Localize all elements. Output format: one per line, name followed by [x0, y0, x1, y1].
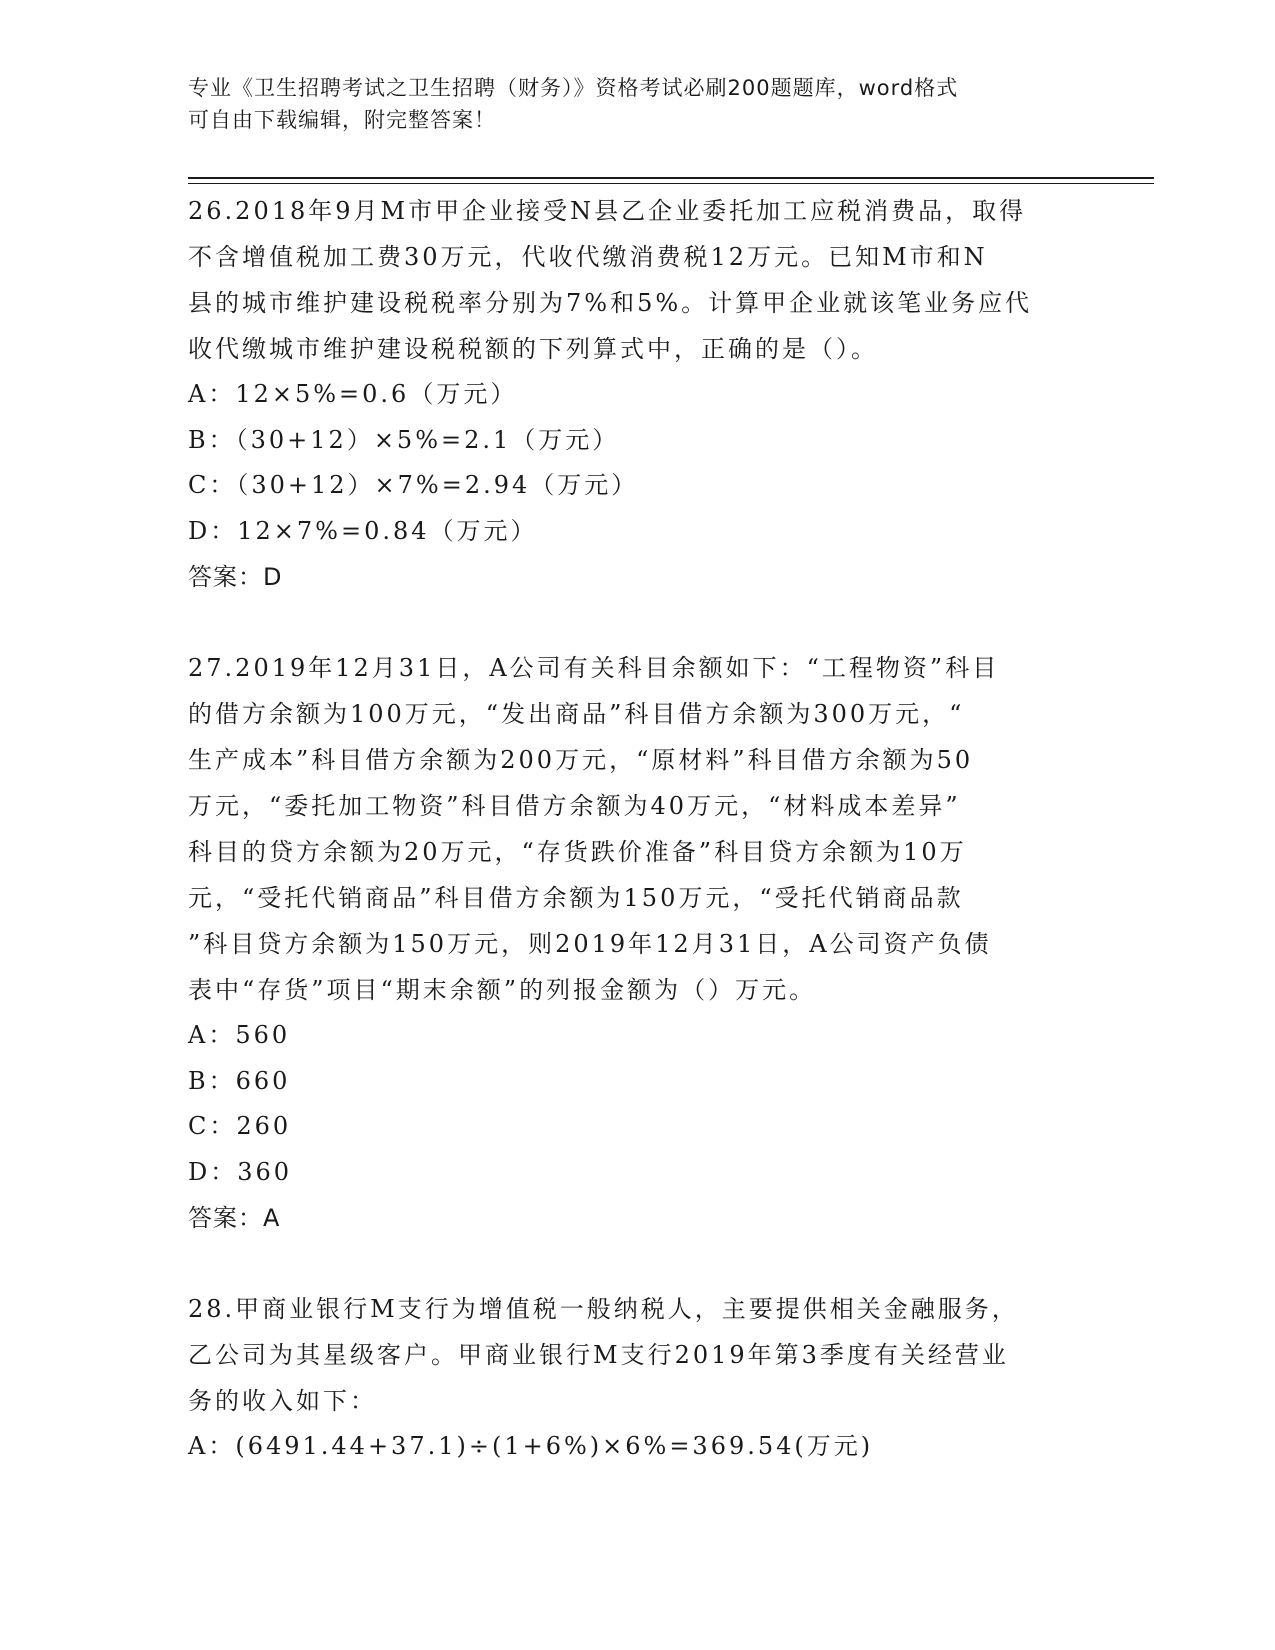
question-list: [188, 188, 1088, 1470]
question-27: [188, 645, 1088, 1241]
question-stem-line: 28.甲商业银行M支行为增值税一般纳税人，主要提供相关金融服务，: [188, 1295, 1019, 1323]
option-b: B：660: [188, 1066, 291, 1095]
header-title-line2: 可自由下载编辑，附完整答案！: [188, 108, 496, 132]
question-stem-line: 27.2019年12月31日，A公司有关科目余额如下：“工程物资”科目: [188, 654, 1000, 682]
question-spacer: [188, 600, 1088, 645]
answer-label: 答案：D: [188, 563, 283, 591]
question-stem-line: 科目的贷方余额为20万元，“存货跌价准备”科目贷方余额为10万: [188, 838, 967, 866]
document-header: [188, 72, 1068, 136]
question-stem-line: 务的收入如下：: [188, 1387, 377, 1415]
answer-label: 答案：A: [188, 1204, 281, 1232]
question-stem-line: 表中“存货”项目“期末余额”的列报金额为（）万元。: [188, 976, 817, 1004]
question-stem-line: 万元，“委托加工物资”科目借方余额为40万元，“材料成本差异”: [188, 792, 961, 820]
question-stem-line: 县的城市维护建设税税率分别为7%和5%。计算甲企业就该笔业务应代: [188, 289, 1033, 317]
header-title-line1: 专业《卫生招聘考试之卫生招聘（财务）》资格考试必刷200题题库，word格式: [188, 76, 959, 100]
question-stem-line: 元，“受托代销商品”科目借方余额为150万元，“受托代销商品款: [188, 884, 964, 912]
question-26: [188, 188, 1088, 600]
question-spacer: [188, 1241, 1088, 1286]
option-d: D：360: [188, 1157, 293, 1186]
option-a: A：12×5%=0.6（万元）: [188, 380, 518, 408]
question-stem-line: 的借方余额为100万元，“发出商品”科目借方余额为300万元，“: [188, 700, 965, 728]
header-divider-thin: [188, 183, 1154, 184]
question-stem-line: 收代缴城市维护建设税税额的下列算式中，正确的是（）。: [188, 335, 878, 363]
option-a: A：560: [188, 1021, 291, 1049]
option-c: C：260: [188, 1112, 292, 1140]
question-stem-line: ”科目贷方余额为150万元，则2019年12月31日，A公司资产负债: [188, 930, 992, 958]
question-stem-line: 26.2018年9月M市甲企业接受N县乙企业委托加工应税消费品，取得: [188, 197, 1027, 225]
header-divider-thick: [188, 177, 1154, 179]
option-a: A：(6491.44+37.1)÷(1+6%)×6%=369.54(万元): [188, 1432, 874, 1460]
option-c: C：（30+12）×7%=2.94（万元）: [188, 471, 639, 499]
option-d: D：12×7%=0.84（万元）: [188, 516, 538, 545]
question-stem-line: 乙公司为其星级客户。甲商业银行M支行2019年第3季度有关经营业: [188, 1341, 1009, 1369]
question-stem-line: 生产成本”科目借方余额为200万元，“原材料”科目借方余额为50: [188, 746, 974, 774]
question-28: [188, 1286, 1088, 1470]
option-b: B：（30+12）×5%=2.1（万元）: [188, 425, 620, 454]
question-stem-line: 不含增值税加工费30万元，代收代缴消费税12万元。已知M市和N: [188, 243, 988, 271]
